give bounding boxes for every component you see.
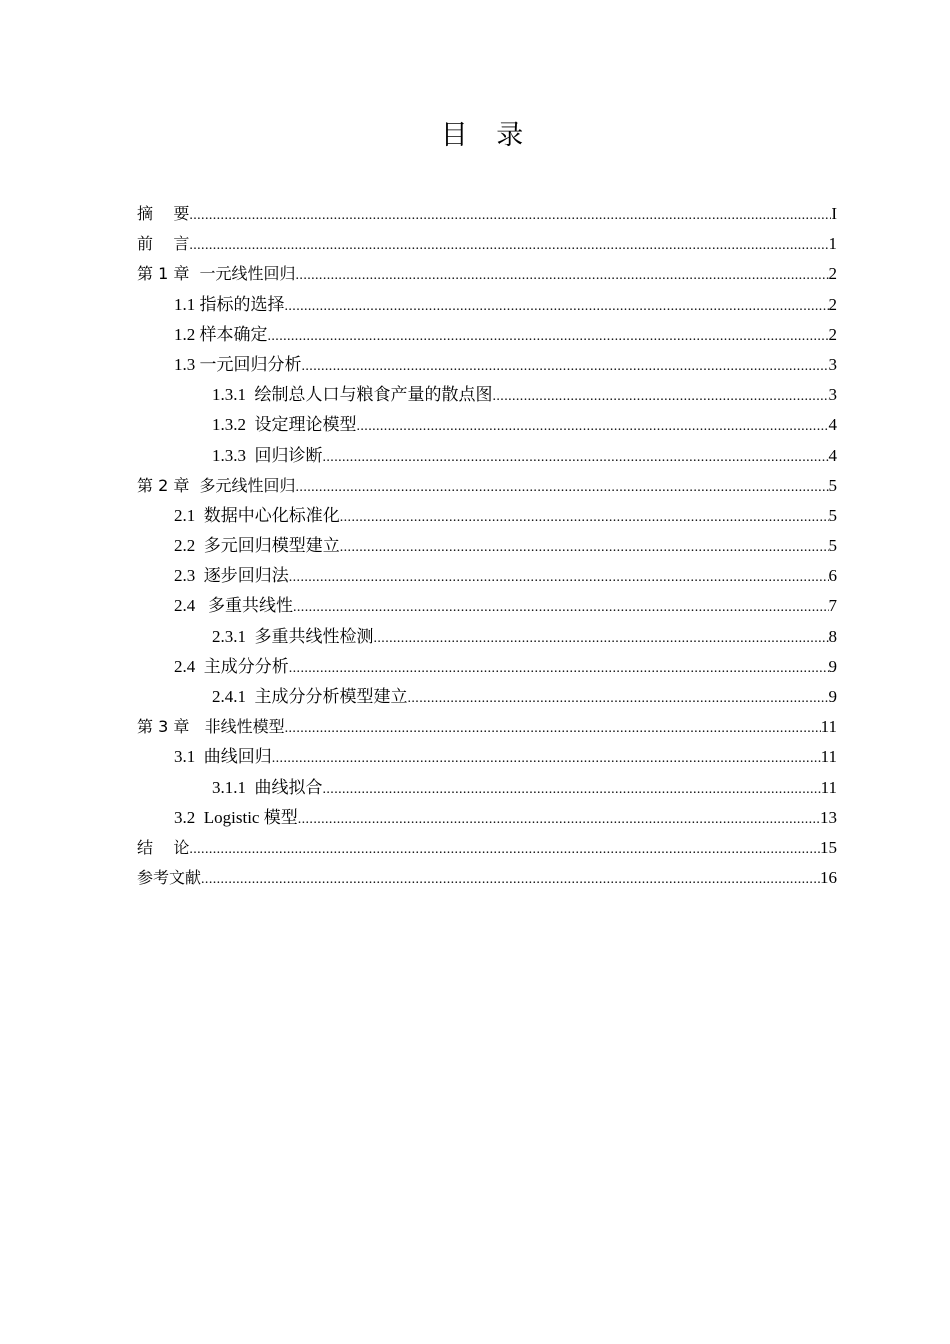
toc-entry-page-number: 9 bbox=[828, 656, 837, 676]
dot-leader bbox=[340, 533, 829, 563]
dot-leader bbox=[293, 593, 829, 623]
toc-entry-label: 1.3 一元回归分析 bbox=[174, 354, 302, 374]
toc-entry-label: 2.3.1 多重共线性检测 bbox=[212, 626, 374, 646]
toc-entry-label: 第 2 章 多元线性回归 bbox=[137, 475, 296, 495]
toc-entry-page-number: 15 bbox=[820, 837, 837, 857]
toc-entry-page-number: 11 bbox=[820, 717, 837, 737]
toc-entry[interactable] bbox=[137, 803, 837, 833]
dot-leader bbox=[296, 473, 829, 503]
toc-entry-label: 2.4 主成分分析 bbox=[174, 656, 289, 676]
dot-leader bbox=[285, 714, 821, 744]
dot-leader bbox=[201, 865, 820, 895]
toc-entry-label: 第 1 章 一元线性回归 bbox=[137, 264, 296, 284]
toc-entry[interactable] bbox=[137, 410, 837, 440]
dot-leader bbox=[374, 624, 829, 654]
toc-entry-label: 3.1.1 曲线拟合 bbox=[212, 777, 323, 797]
toc-entry[interactable] bbox=[137, 320, 837, 350]
toc-entry-label: 3.2 Logistic 模型 bbox=[174, 807, 298, 827]
toc-entry-page-number: I bbox=[831, 204, 837, 223]
toc-entry-page-number: 5 bbox=[828, 536, 837, 556]
toc-entry-label: 1.3.2 设定理论模型 bbox=[212, 415, 357, 435]
toc-entry-label: 1.3.1 绘制总人口与粮食产量的散点图 bbox=[212, 385, 493, 405]
dot-leader bbox=[296, 261, 829, 291]
toc-entry-label: 1.1 指标的选择 bbox=[174, 294, 285, 314]
toc-entry-label: 前 言 bbox=[137, 234, 190, 254]
toc-entry-label: 第 3 章 非线性模型 bbox=[137, 717, 285, 737]
toc-entry-page-number: 5 bbox=[828, 505, 837, 525]
toc-entry[interactable] bbox=[137, 591, 837, 621]
toc-entry-page-number: 13 bbox=[820, 807, 837, 827]
toc-entry[interactable] bbox=[137, 712, 837, 742]
dot-leader bbox=[268, 322, 829, 352]
toc-entry-page-number: 2 bbox=[828, 324, 837, 344]
toc-entry[interactable] bbox=[137, 531, 837, 561]
toc-entry-label: 结 论 bbox=[137, 837, 190, 857]
toc-entry-page-number: 9 bbox=[828, 687, 837, 706]
toc-entry[interactable] bbox=[137, 773, 837, 803]
toc-entry[interactable] bbox=[137, 471, 837, 501]
dot-leader bbox=[298, 805, 820, 835]
toc-entry-label: 摘 要 bbox=[137, 204, 190, 223]
dot-leader bbox=[289, 654, 829, 684]
toc-entry[interactable] bbox=[137, 561, 837, 591]
dot-leader bbox=[285, 292, 829, 322]
toc-entry-page-number: 11 bbox=[820, 777, 837, 797]
dot-leader bbox=[302, 352, 829, 382]
dot-leader bbox=[408, 684, 829, 714]
toc-entry-page-number: 11 bbox=[820, 747, 837, 767]
toc-entry[interactable] bbox=[137, 742, 837, 772]
toc-entry-label: 2.1 数据中心化标准化 bbox=[174, 505, 340, 525]
toc-list bbox=[137, 199, 837, 893]
toc-entry[interactable] bbox=[137, 380, 837, 410]
toc-entry-page-number: 2 bbox=[828, 294, 837, 314]
toc-entry-label: 3.1 曲线回归 bbox=[174, 747, 272, 767]
dot-leader bbox=[493, 382, 829, 412]
toc-entry[interactable] bbox=[137, 350, 837, 380]
toc-entry-label: 1.3.3 回归诊断 bbox=[212, 445, 323, 465]
dot-leader bbox=[357, 412, 829, 442]
toc-entry[interactable] bbox=[137, 199, 837, 229]
dot-leader bbox=[189, 201, 831, 231]
toc-entry[interactable] bbox=[137, 863, 837, 893]
toc-entry-page-number: 3 bbox=[828, 354, 837, 374]
dot-leader bbox=[289, 563, 829, 593]
toc-entry-page-number: 6 bbox=[828, 566, 837, 586]
dot-leader bbox=[340, 503, 829, 533]
toc-entry-label: 2.4.1 主成分分析模型建立 bbox=[212, 687, 408, 706]
toc-entry-page-number: 4 bbox=[828, 445, 837, 465]
toc-entry[interactable] bbox=[137, 682, 837, 712]
toc-entry-page-number: 5 bbox=[828, 475, 837, 495]
dot-leader bbox=[272, 744, 821, 774]
toc-entry[interactable] bbox=[137, 290, 837, 320]
dot-leader bbox=[189, 835, 820, 865]
toc-entry-label: 参考文献 bbox=[137, 868, 202, 888]
toc-title: 目 录 bbox=[440, 120, 534, 151]
toc-entry-label: 1.2 样本确定 bbox=[174, 324, 268, 344]
toc-entry-label: 2.3 逐步回归法 bbox=[174, 566, 289, 586]
dot-leader bbox=[323, 443, 829, 473]
toc-entry-page-number: 2 bbox=[828, 264, 837, 284]
toc-entry[interactable] bbox=[137, 652, 837, 682]
toc-entry-page-number: 7 bbox=[828, 596, 837, 616]
toc-entry[interactable] bbox=[137, 501, 837, 531]
toc-entry-label: 2.4 多重共线性 bbox=[174, 596, 293, 616]
toc-entry[interactable] bbox=[137, 259, 837, 289]
dot-leader bbox=[323, 775, 821, 805]
toc-entry[interactable] bbox=[137, 441, 837, 471]
toc-entry-page-number: 4 bbox=[828, 415, 837, 435]
toc-entry[interactable] bbox=[137, 229, 837, 259]
dot-leader bbox=[189, 231, 828, 261]
toc-entry-page-number: 3 bbox=[828, 385, 837, 405]
toc-entry-page-number: 16 bbox=[820, 868, 837, 888]
toc-entry-page-number: 1 bbox=[828, 234, 837, 254]
toc-entry-label: 2.2 多元回归模型建立 bbox=[174, 536, 340, 556]
toc-entry-page-number: 8 bbox=[828, 626, 837, 646]
toc-entry[interactable] bbox=[137, 622, 837, 652]
toc-entry[interactable] bbox=[137, 833, 837, 863]
